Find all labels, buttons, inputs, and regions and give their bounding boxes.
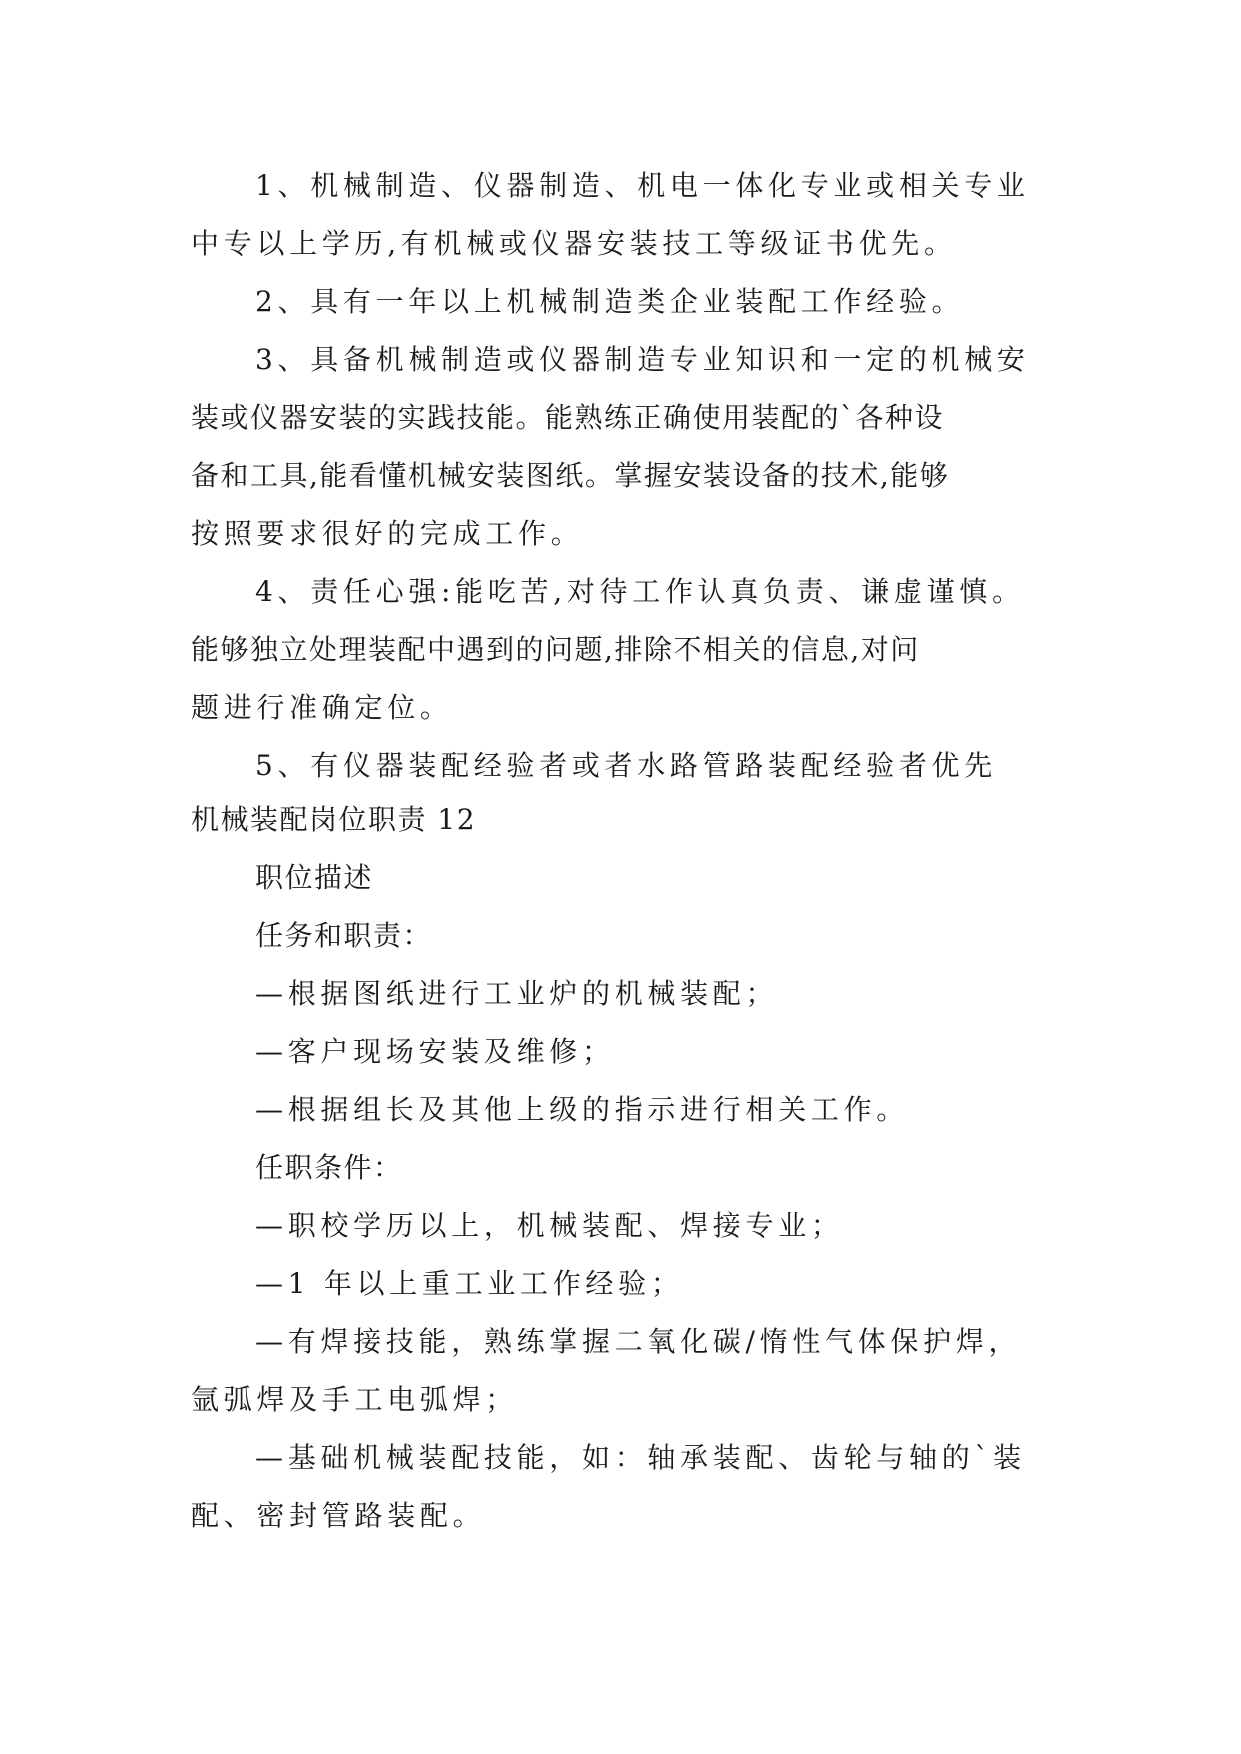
list-item: —客户现场安装及维修；	[255, 1035, 615, 1068]
list-item: —有焊接技能，熟练掌握二氧化碳/惰性气体保护焊，	[255, 1325, 1022, 1358]
paragraph-line: 题进行准确定位。	[191, 691, 453, 724]
paragraph-line: 1、机械制造、仪器制造、机电一体化专业或相关专业	[255, 169, 1030, 202]
paragraph-line: 装或仪器安装的实践技能。能熟练正确使用装配的`各种设	[191, 401, 945, 434]
list-item: —1 年以上重工业工作经验；	[255, 1267, 684, 1300]
list-item: —根据图纸进行工业炉的机械装配；	[255, 977, 779, 1010]
paragraph-line: 备和工具,能看懂机械安装图纸。掌握安装设备的技术,能够	[191, 459, 950, 492]
list-item: —基础机械装配技能，如：轴承装配、齿轮与轴的`装	[255, 1441, 1026, 1474]
paragraph-line: 按照要求很好的完成工作。	[191, 517, 584, 550]
paragraph-line: 5、有仪器装配经验者或者水路管路装配经验者优先	[255, 749, 997, 782]
paragraph-line: 职位描述	[255, 861, 374, 894]
paragraph-line: 3、具备机械制造或仪器制造专业知识和一定的机械安	[255, 343, 1030, 376]
paragraph-line: 任务和职责：	[255, 919, 433, 952]
paragraph-line: 4、责任心强:能吃苦,对待工作认真负责、谦虚谨慎。	[255, 575, 1025, 608]
paragraph-line: 配、密封管路装配。	[191, 1499, 486, 1532]
list-item: —职校学历以上，机械装配、焊接专业；	[255, 1209, 844, 1242]
paragraph-line: 中专以上学历,有机械或仪器安装技工等级证书优先。	[191, 227, 957, 260]
paragraph-line: 2、具有一年以上机械制造类企业装配工作经验。	[255, 285, 965, 318]
list-item: —根据组长及其他上级的指示进行相关工作。	[255, 1093, 910, 1126]
section-title: 机械装配岗位职责 12	[191, 803, 477, 836]
paragraph-line: 能够独立处理装配中遇到的问题,排除不相关的信息,对问	[191, 633, 920, 666]
paragraph-line: 任职条件：	[255, 1151, 403, 1184]
paragraph-line: 氩弧焊及手工电弧焊；	[191, 1383, 519, 1416]
